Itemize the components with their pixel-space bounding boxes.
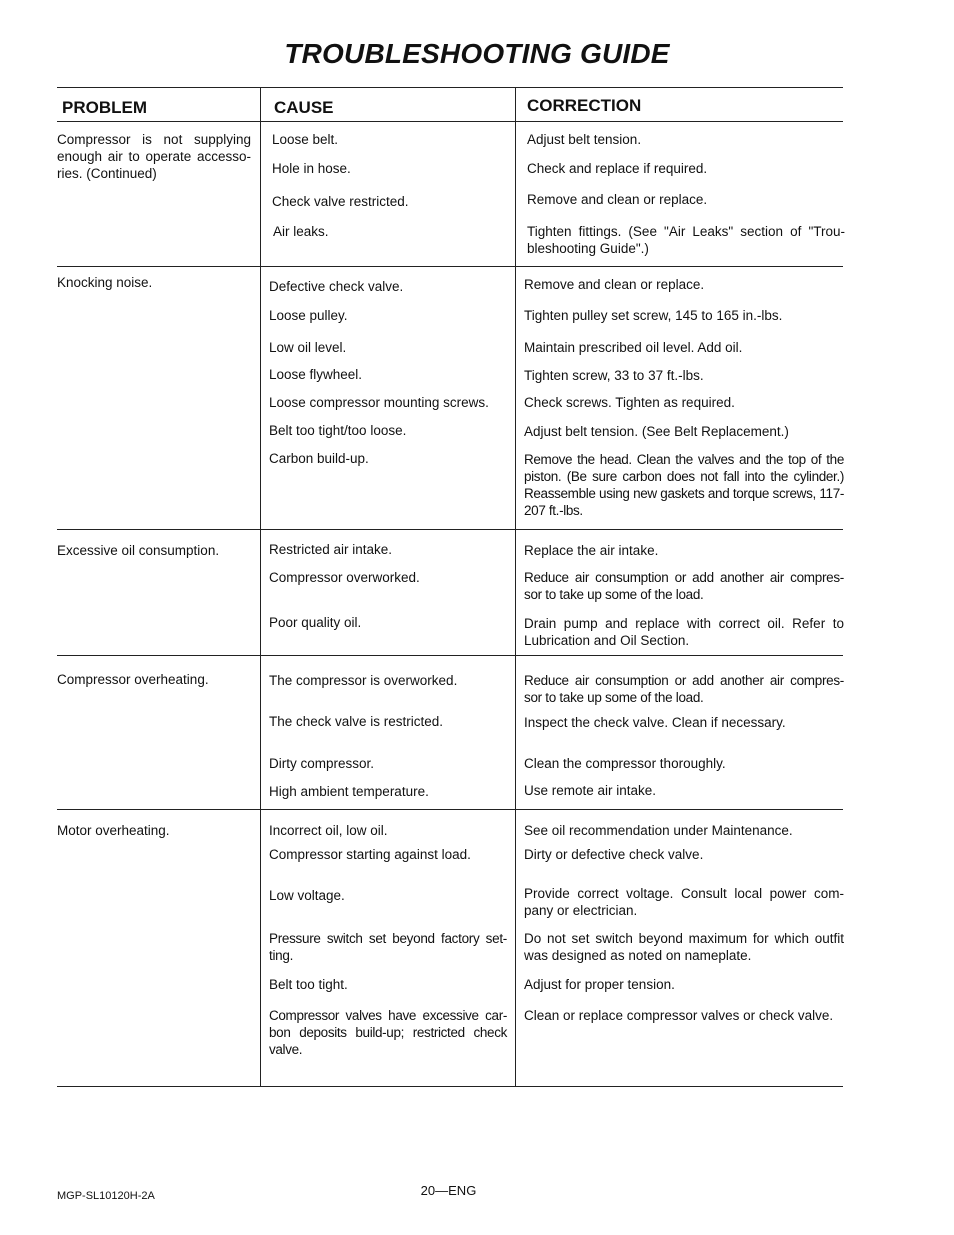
cause-text: Air leaks. bbox=[273, 224, 329, 239]
correction-text: Provide correct voltage. Consult local power com- pany or electrician. bbox=[524, 886, 844, 918]
correction-text: Replace the air intake. bbox=[524, 543, 659, 558]
column-divider bbox=[260, 87, 261, 1087]
correction-text: Dirty or defective check valve. bbox=[524, 847, 704, 862]
cause-text: Compressor overworked. bbox=[269, 570, 420, 585]
cause-text: Loose flywheel. bbox=[269, 367, 363, 382]
correction-text: See oil recommendation under Maintenance. bbox=[524, 823, 793, 838]
table-bottom-rule bbox=[57, 1086, 843, 1087]
correction-text: Tighten screw, 33 to 37 ft.-lbs. bbox=[524, 368, 704, 383]
document-code: MGP-SL10120H-2A bbox=[57, 1190, 155, 1202]
cause-text: Compressor starting against load. bbox=[269, 847, 471, 862]
cause-text: Carbon build-up. bbox=[269, 451, 369, 466]
correction-text: Adjust belt tension. bbox=[527, 132, 642, 147]
cause-text: Poor quality oil. bbox=[269, 615, 362, 630]
correction-text: Reduce air consumption or add another air compres- sor to take up some of the load. bbox=[524, 673, 844, 705]
correction-text: Tighten pulley set screw, 145 to 165 in.-lbs. bbox=[524, 308, 783, 323]
problem-text: Excessive oil consumption. bbox=[57, 543, 220, 558]
correction-text: Remove the head. Clean the valves and the top of the piston. (Be sure carbon does not fall into the cylinder.) Reassemble using new gaskets and torque screws, 117-207 ft.-lbs. bbox=[524, 452, 844, 518]
cause-text: Belt too tight/too loose. bbox=[269, 423, 407, 438]
correction-text: Check screws. Tighten as required. bbox=[524, 395, 735, 410]
problem-text: Compressor is not supplying enough air to operate accesso- ries. (Continued) bbox=[57, 132, 251, 181]
correction-text: Maintain prescribed oil level. Add oil. bbox=[524, 340, 743, 355]
header-correction: CORRECTION bbox=[527, 96, 642, 115]
table-top-rule bbox=[57, 87, 843, 88]
cause-text: Defective check valve. bbox=[269, 279, 404, 294]
cause-text: Dirty compressor. bbox=[269, 756, 375, 771]
cause-text: Compressor valves have excessive car- bon deposits build-up; restricted check valve. bbox=[269, 1008, 507, 1057]
page-number: 20—ENG bbox=[420, 1183, 477, 1198]
correction-text: Drain pump and replace with correct oil. Refer to Lubrication and Oil Section. bbox=[524, 616, 844, 648]
correction-text: Adjust for proper tension. bbox=[524, 977, 675, 992]
correction-text: Clean the compressor thoroughly. bbox=[524, 756, 726, 771]
correction-text: Adjust belt tension. (See Belt Replacement.) bbox=[524, 424, 789, 439]
problem-text: Knocking noise. bbox=[57, 275, 153, 290]
correction-text: Inspect the check valve. Clean if necessary. bbox=[524, 715, 786, 730]
cause-text: Low oil level. bbox=[269, 340, 347, 355]
correction-text: Reduce air consumption or add another air compres- sor to take up some of the load. bbox=[524, 570, 844, 602]
cause-text: The compressor is overworked. bbox=[269, 673, 458, 688]
correction-text: Use remote air intake. bbox=[524, 783, 657, 798]
row-divider bbox=[57, 655, 843, 656]
cause-text: Check valve restricted. bbox=[272, 194, 409, 209]
correction-text: Tighten fittings. (See "Air Leaks" section of "Trou- bleshooting Guide".) bbox=[527, 224, 845, 256]
problem-text: Compressor overheating. bbox=[57, 672, 209, 687]
header-problem: PROBLEM bbox=[62, 98, 147, 117]
page-title: TROUBLESHOOTING GUIDE bbox=[284, 38, 670, 69]
cause-text: Loose pulley. bbox=[269, 308, 348, 323]
problem-text: Motor overheating. bbox=[57, 823, 170, 838]
row-divider bbox=[57, 809, 843, 810]
correction-text: Check and replace if required. bbox=[527, 161, 708, 176]
correction-text: Do not set switch beyond maximum for which outfit was designed as noted on nameplate. bbox=[524, 931, 844, 963]
cause-text: Loose belt. bbox=[272, 132, 339, 147]
cause-text: High ambient temperature. bbox=[269, 784, 429, 799]
cause-text: The check valve is restricted. bbox=[269, 714, 444, 729]
cause-text: Belt too tight. bbox=[269, 977, 348, 992]
header-bottom-rule bbox=[57, 121, 843, 122]
cause-text: Restricted air intake. bbox=[269, 542, 393, 557]
row-divider bbox=[57, 529, 843, 530]
column-divider bbox=[515, 87, 516, 1087]
cause-text: Hole in hose. bbox=[272, 161, 351, 176]
row-divider bbox=[57, 266, 843, 267]
header-cause: CAUSE bbox=[274, 98, 334, 117]
cause-text: Incorrect oil, low oil. bbox=[269, 823, 388, 838]
correction-text: Remove and clean or replace. bbox=[524, 277, 705, 292]
cause-text: Pressure switch set beyond factory set- ting. bbox=[269, 931, 507, 963]
cause-text: Loose compressor mounting screws. bbox=[269, 395, 489, 410]
correction-text: Clean or replace compressor valves or check valve. bbox=[524, 1008, 834, 1023]
correction-text: Remove and clean or replace. bbox=[527, 192, 708, 207]
cause-text: Low voltage. bbox=[269, 888, 345, 903]
